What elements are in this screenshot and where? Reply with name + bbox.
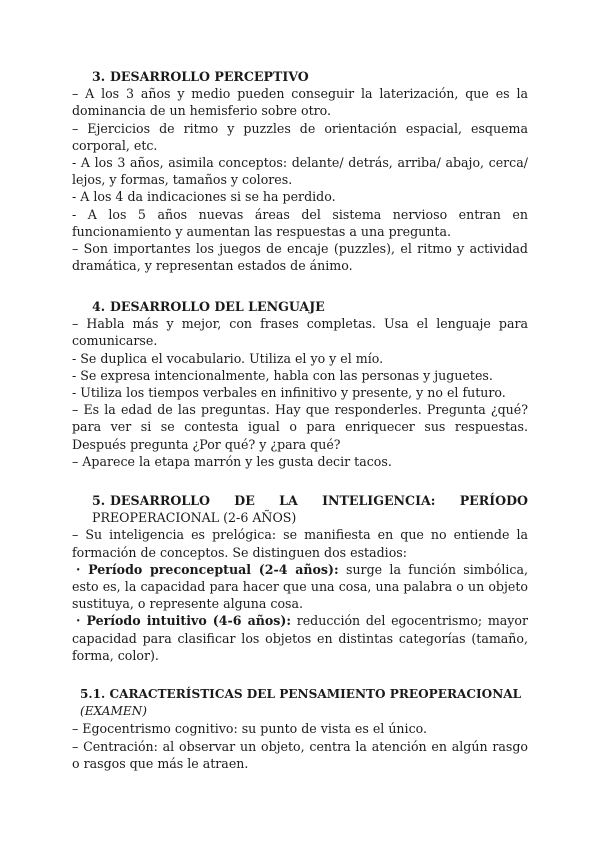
list-item: - Se duplica el vocabulario. Utiliza el yo y el mío. bbox=[72, 350, 384, 366]
section-language bbox=[72, 298, 528, 470]
section-heading bbox=[92, 298, 528, 315]
stage-preconceptual bbox=[72, 561, 528, 613]
list-item: – Son importantes los juegos de encaje (puzzles), el ritmo y actividad dramática, y representan estados de ánimo. bbox=[72, 241, 528, 274]
section-number: 5. bbox=[92, 493, 106, 508]
list-item: – Egocentrismo cognitivo: su punto de vista es el único. bbox=[72, 721, 427, 737]
section-intelligence bbox=[72, 492, 528, 664]
list-item: – A los 3 años y medio pueden conseguir la laterización, que es la dominancia de un hemisferio sobre otro. bbox=[72, 86, 528, 119]
stage-text: reducción del egocentrismo; mayor capacidad para clasificar los objetos en distintas categorías (tamaño, forma, color). bbox=[72, 613, 529, 663]
list-item: - A los 5 años nuevas áreas del sistema nervioso entran en funcionamiento y aumentan las respuestas a una pregunta. bbox=[72, 206, 528, 239]
section-heading bbox=[92, 68, 528, 85]
section-intro: – Su inteligencia es prelógica: se manifiesta en que no entiende la formación de conceptos. Se distinguen dos estadios: bbox=[72, 527, 528, 560]
section-title: DESARROLLO DEL LENGUAJE bbox=[110, 299, 325, 314]
list-item: - Se expresa intencionalmente, habla con las personas y juguetes. bbox=[72, 367, 493, 383]
subsection-heading bbox=[80, 686, 528, 720]
exam-tag: EXAMEN bbox=[84, 704, 143, 719]
section-number: 3. bbox=[92, 69, 106, 84]
section-perceptual bbox=[72, 68, 528, 274]
tag-close: ) bbox=[142, 704, 147, 719]
section-title: DESARROLLO PERCEPTIVO bbox=[110, 69, 309, 84]
stage-label: · Período preconceptual (2-4 años): bbox=[76, 561, 339, 577]
list-item: – Ejercicios de ritmo y puzzles de orientación espacial, esquema corporal, etc. bbox=[72, 120, 528, 153]
section-number: 4. bbox=[92, 299, 106, 314]
section-title-continued: PREOPERACIONAL (2-6 AÑOS) bbox=[92, 510, 297, 526]
list-item: – Aparece la etapa marrón y les gusta decir tacos. bbox=[72, 453, 392, 469]
section-preoperational-traits bbox=[72, 686, 528, 772]
stage-text: surge la función simbólica, esto es, la capacidad para hacer que una cosa, una palabra o un objeto sustituya, o represente alguna cosa. bbox=[72, 561, 528, 612]
section-heading bbox=[92, 492, 528, 526]
list-item: - A los 4 da indicaciones si se ha perdido. bbox=[72, 189, 336, 205]
list-item: – Es la edad de las preguntas. Hay que responderles. Pregunta ¿qué? para ver si se contesta igual o para enriquecer sus respuestas. Después pregunta ¿Por qué? y ¿para qué? bbox=[72, 402, 528, 452]
section-heading-line bbox=[92, 492, 528, 509]
list-item: – Centración: al observar un objeto, centra la atención en algún rasgo o rasgos que más le atraen. bbox=[72, 738, 528, 771]
stage-label: · Período intuitivo (4-6 años): bbox=[76, 613, 291, 629]
list-item: – Habla más y mejor, con frases completas. Usa el lenguaje para comunicarse. bbox=[72, 316, 528, 349]
list-item: - Utiliza los tiempos verbales en infinitivo y presente, y no el futuro. bbox=[72, 385, 506, 401]
list-item: - A los 3 años, asimila conceptos: delante/ detrás, arriba/ abajo, cerca/ lejos, y formas, tamaños y colores. bbox=[72, 155, 528, 188]
section-title: DESARROLLO DE LA INTELIGENCIA: PERÍODO bbox=[110, 493, 528, 508]
stage-intuitive bbox=[72, 612, 528, 664]
subsection-title: 5.1. CARACTERÍSTICAS DEL PENSAMIENTO PREOPERACIONAL bbox=[80, 687, 522, 701]
tag-open: ( bbox=[80, 704, 85, 719]
